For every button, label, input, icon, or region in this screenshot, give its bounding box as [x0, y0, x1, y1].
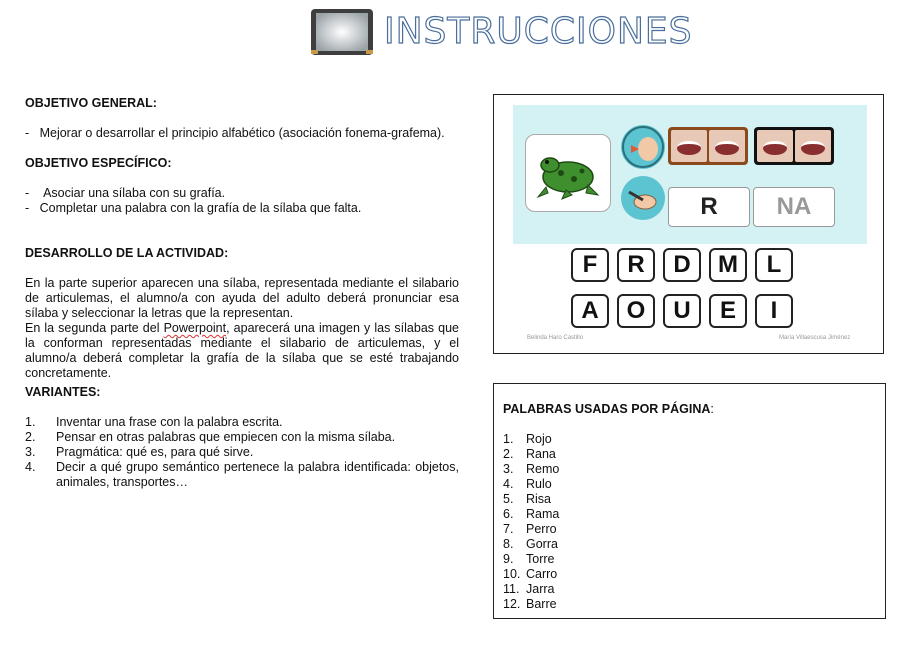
letter-tile[interactable]: A: [571, 294, 609, 328]
list-item: 1. Inventar una frase con la palabra escrita.: [25, 415, 283, 429]
mouth-image: [757, 130, 793, 162]
words-list: [503, 432, 559, 612]
header: [310, 6, 710, 56]
list-item: 1. Rojo: [503, 432, 552, 446]
desarrollo-heading: DESARROLLO DE LA ACTIVIDAD:: [25, 246, 229, 260]
objetivo-general-item: - Mejorar o desarrollar el principio alfabético (asociación fonema-grafema).: [25, 126, 445, 140]
mouth-image: [709, 130, 745, 162]
letter-tiles-row-2: [571, 294, 801, 328]
list-item: 10. Carro: [503, 567, 558, 581]
speech-icon: [621, 125, 665, 169]
letter-tile[interactable]: O: [617, 294, 655, 328]
words-panel: [493, 383, 886, 619]
objetivo-especifico-item: - Completar una palabra con la grafía de la sílaba que falta.: [25, 201, 362, 215]
list-item: 5. Risa: [503, 492, 552, 506]
words-title: PALABRAS USADAS POR PÁGINA:: [503, 402, 714, 416]
objetivo-general-heading: OBJETIVO GENERAL:: [25, 96, 157, 110]
objetivo-especifico-heading: OBJETIVO ESPECÍFICO:: [25, 156, 172, 170]
letter-tile[interactable]: E: [709, 294, 747, 328]
credit-right: María Villaescusa Jiménez: [779, 335, 851, 341]
desarrollo-paragraph-1: En la parte superior aparecen una sílaba, representada mediante el silabario de articulemas, el alumno/a con ayuda del adulto deberá pronunciar esa sílaba y seleccionar la letras que la representan.: [25, 276, 459, 320]
letter-tile[interactable]: D: [663, 248, 701, 282]
list-item: 9. Torre: [503, 552, 555, 566]
syllable-box-filled[interactable]: R: [668, 187, 750, 227]
credit-left: Belinda Haro Castillo: [527, 335, 584, 341]
syllable-box-empty[interactable]: NA: [753, 187, 835, 227]
powerpoint-word: Powerpoint: [163, 321, 227, 335]
articulema-image-2: [754, 127, 834, 165]
list-item: 11. Jarra: [503, 582, 555, 596]
list-item: 2. Pensar en otras palabras que empiecen con la misma sílaba.: [25, 430, 396, 444]
letter-tile[interactable]: L: [755, 248, 793, 282]
desarrollo-paragraph-2: En la segunda parte del Powerpoint, aparecerá una imagen y las sílabas que la conforman representadas mediante el silabario de articulemas, y el alumno/a deberá completar la grafía de la sílaba que se esté trabajando concretamente.: [25, 321, 459, 380]
letter-tile[interactable]: F: [571, 248, 609, 282]
activity-preview: [493, 94, 884, 354]
frog-image: [526, 135, 610, 211]
letter-tile[interactable]: R: [617, 248, 655, 282]
letter-tile[interactable]: M: [709, 248, 747, 282]
variantes-list: [25, 415, 459, 490]
list-item: 3. Remo: [503, 462, 560, 476]
list-item: 7. Perro: [503, 522, 557, 536]
list-item: 4. Decir a qué grupo semántico pertenece la palabra identificada: objetos, animales, transportes…: [25, 460, 459, 489]
letter-tile[interactable]: I: [755, 294, 793, 328]
letter-tiles-row-1: [571, 248, 801, 282]
letter-tile[interactable]: U: [663, 294, 701, 328]
list-item: 2. Rana: [503, 447, 556, 461]
list-item: 8. Gorra: [503, 537, 558, 551]
list-item: 12. Barre: [503, 597, 557, 611]
page-title: INSTRUCCIONES: [384, 11, 693, 52]
list-item: 4. Rulo: [503, 477, 552, 491]
objetivo-especifico-item: - Asociar una sílaba con su grafía.: [25, 186, 226, 200]
mouth-image: [671, 130, 707, 162]
mouth-image: [795, 130, 831, 162]
writing-hand-icon: [621, 176, 665, 220]
frog-image-card: [525, 134, 611, 212]
instructions-text: [25, 96, 459, 490]
articulema-image-1: [668, 127, 748, 165]
activity-top-panel: [513, 105, 867, 244]
list-item: 6. Rama: [503, 507, 560, 521]
tablet-icon: [310, 8, 374, 56]
list-item: 3. Pragmática: qué es, para qué sirve.: [25, 445, 254, 459]
variantes-heading: VARIANTES:: [25, 385, 101, 399]
